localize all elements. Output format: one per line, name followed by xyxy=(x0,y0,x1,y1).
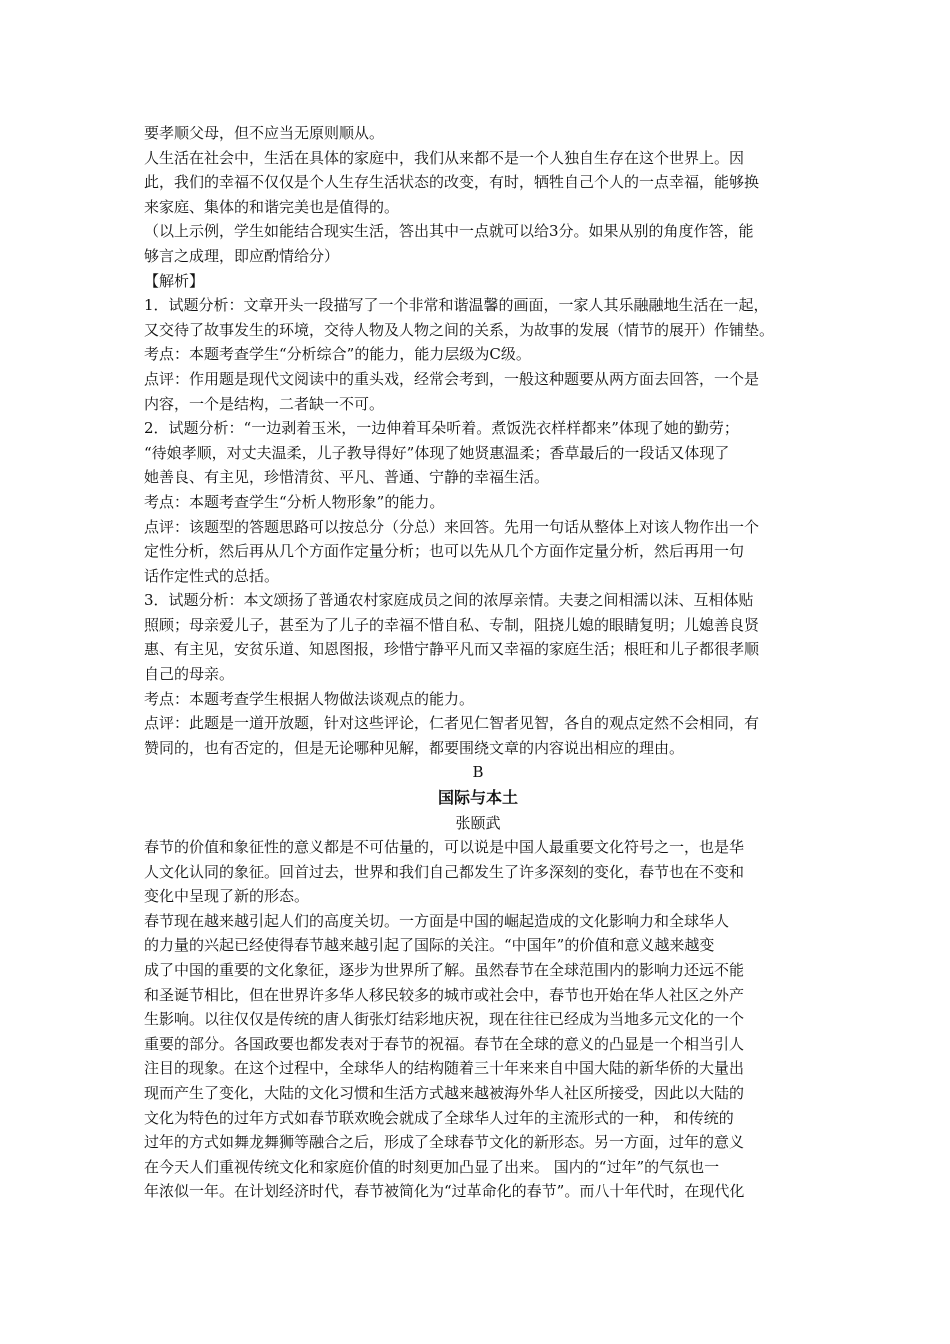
text-line: 定性分析，然后再从几个方面作定量分析；也可以先从几个方面作定量分析，然后再用一句 xyxy=(144,542,745,561)
article-line: 春节的价值和象征性的意义都是不可估量的，可以说是中国人最重要文化符号之一，也是华 xyxy=(144,838,745,857)
article-line: 过年的方式如舞龙舞狮等融合之后，形成了全球春节文化的新形态。另一方面，过年的意义 xyxy=(144,1133,745,1152)
text-line: 要孝顺父母，但不应当无原则顺从。 xyxy=(144,124,385,142)
article-line: 和圣诞节相比，但在世界许多华人移民较多的城市或社会中，春节也开始在华人社区之外产 xyxy=(144,985,745,1004)
text-line: 内容，一个是结构，二者缺一不可。 xyxy=(144,394,385,413)
text-line: 够言之成理，即应酌情给分） xyxy=(144,246,340,265)
article-line: 在今天人们重视传统文化和家庭价值的时刻更加凸显了出来。 国内的“过年”的气氛也一 xyxy=(144,1157,720,1176)
article-line: 年浓似一年。在计划经济时代，春节被简化为“过革命化的春节”。而八十年代时，在现代化 xyxy=(144,1182,745,1201)
article-title: 国际与本土 xyxy=(437,788,518,808)
article-line: 重要的部分。各国政要也都发表对于春节的祝福。春节在全球的意义的凸显是一个相当引人 xyxy=(144,1034,745,1053)
analysis-heading: 【解析】 xyxy=(144,271,205,290)
text-line: 此，我们的幸福不仅仅是个人生存生活状态的改变，有时，牺牲自己个人的一点幸福，能够换 xyxy=(144,173,760,192)
answer-analysis-section xyxy=(144,121,812,760)
article-line: 春节现在越来越引起人们的高度关切。一方面是中国的崛起造成的文化影响力和全球华人 xyxy=(144,911,730,930)
text-line: 赞同的，也有否定的，但是无论哪种见解，都要围绕文章的内容说出相应的理由。 xyxy=(144,738,685,757)
article-line: 文化为特色的过年方式如春节联欢晚会就成了全球华人过年的主流形式的一种， 和传统的 xyxy=(144,1108,734,1127)
text-line: 考点：本题考查学生根据人物做法谈观点的能力。 xyxy=(144,689,475,708)
text-line: 照顾；母亲爱儿子，甚至为了儿子的幸福不惜自私、专制，阻挠儿媳的眼睛复明；儿媳善良贤 xyxy=(144,615,760,634)
article-line: 现而产生了变化，大陆的文化习惯和生活方式越来越被海外华人社区所接受，因此以大陆的 xyxy=(144,1083,745,1102)
text-line: 3．试题分析：本文颂扬了普通农村家庭成员之间的浓厚亲情。夫妻之间相濡以沫、互相体贴 xyxy=(144,591,754,610)
article-line: 生影响。以往仅仅是传统的唐人街张灯结彩地庆祝，现在往往已经成为当地多元文化的一个 xyxy=(144,1010,745,1029)
text-line: “待娘孝顺，对丈夫温柔，儿子教导得好”体现了她贤惠温柔；香草最后的一段话又体现了 xyxy=(144,443,730,462)
text-line: 话作定性式的总括。 xyxy=(144,566,280,585)
article-line: 变化中呈现了新的形态。 xyxy=(144,887,310,906)
text-line: 考点：本题考查学生“分析综合”的能力，能力层级为C级。 xyxy=(144,345,531,364)
text-line: 点评：作用题是现代文阅读中的重头戏，经常会考到，一般这种题要从两方面去回答，一个是 xyxy=(144,369,760,388)
document-page xyxy=(144,121,812,1204)
text-line: 考点：本题考查学生“分析人物形象”的能力。 xyxy=(144,492,445,511)
text-line: 1．试题分析：文章开头一段描写了一个非常和谐温馨的画面，一家人其乐融融地生活在一起， xyxy=(144,296,769,315)
article-line: 的力量的兴起已经使得春节越来越引起了国际的关注。“中国年”的价值和意义越来越变 xyxy=(144,936,715,955)
text-line: 惠、有主见，安贫乐道、知恩图报，珍惜宁静平凡而又幸福的家庭生活；根旺和儿子都很孝顺 xyxy=(144,640,760,659)
text-line: （以上示例，学生如能结合现实生活，答出其中一点就可以给3分。如果从别的角度作答，能 xyxy=(144,222,754,241)
text-line: 自己的母亲。 xyxy=(144,665,235,684)
article-line: 人文化认同的象征。回首过去，世界和我们自己都发生了许多深刻的变化，春节也在不变和 xyxy=(144,862,745,881)
article-author: 张颐武 xyxy=(455,814,501,833)
section-label: B xyxy=(472,763,484,782)
text-line: 点评：该题型的答题思路可以按总分（分总）来回答。先用一句话从整体上对该人物作出一个 xyxy=(144,517,760,536)
text-line: 又交待了故事发生的环境，交待人物及人物之间的关系，为故事的发展（情节的展开）作铺垫。 xyxy=(144,320,775,339)
text-line: 人生活在社会中，生活在具体的家庭中，我们从来都不是一个人独自生存在这个世界上。因 xyxy=(144,148,745,167)
article-line: 成了中国的重要的文化象征，逐步为世界所了解。虽然春节在全球范围内的影响力还远不能 xyxy=(144,961,745,979)
article-body xyxy=(144,835,812,1204)
text-line: 她善良、有主见，珍惜清贫、平凡、普通、宁静的幸福生活。 xyxy=(144,468,550,487)
text-line: 来家庭、集体的和谐完美也是值得的。 xyxy=(144,197,400,216)
article-line: 注目的现象。在这个过程中，全球华人的结构随着三十年来来自中国大陆的新华侨的大量出 xyxy=(144,1059,745,1078)
text-line: 2．试题分析：“一边剥着玉米，一边伸着耳朵听着。煮饭洗衣样样都来”体现了她的勤劳； xyxy=(144,419,739,438)
text-line: 点评：此题是一道开放题，针对这些评论，仁者见仁智者见智，各自的观点定然不会相同，有 xyxy=(144,714,760,733)
